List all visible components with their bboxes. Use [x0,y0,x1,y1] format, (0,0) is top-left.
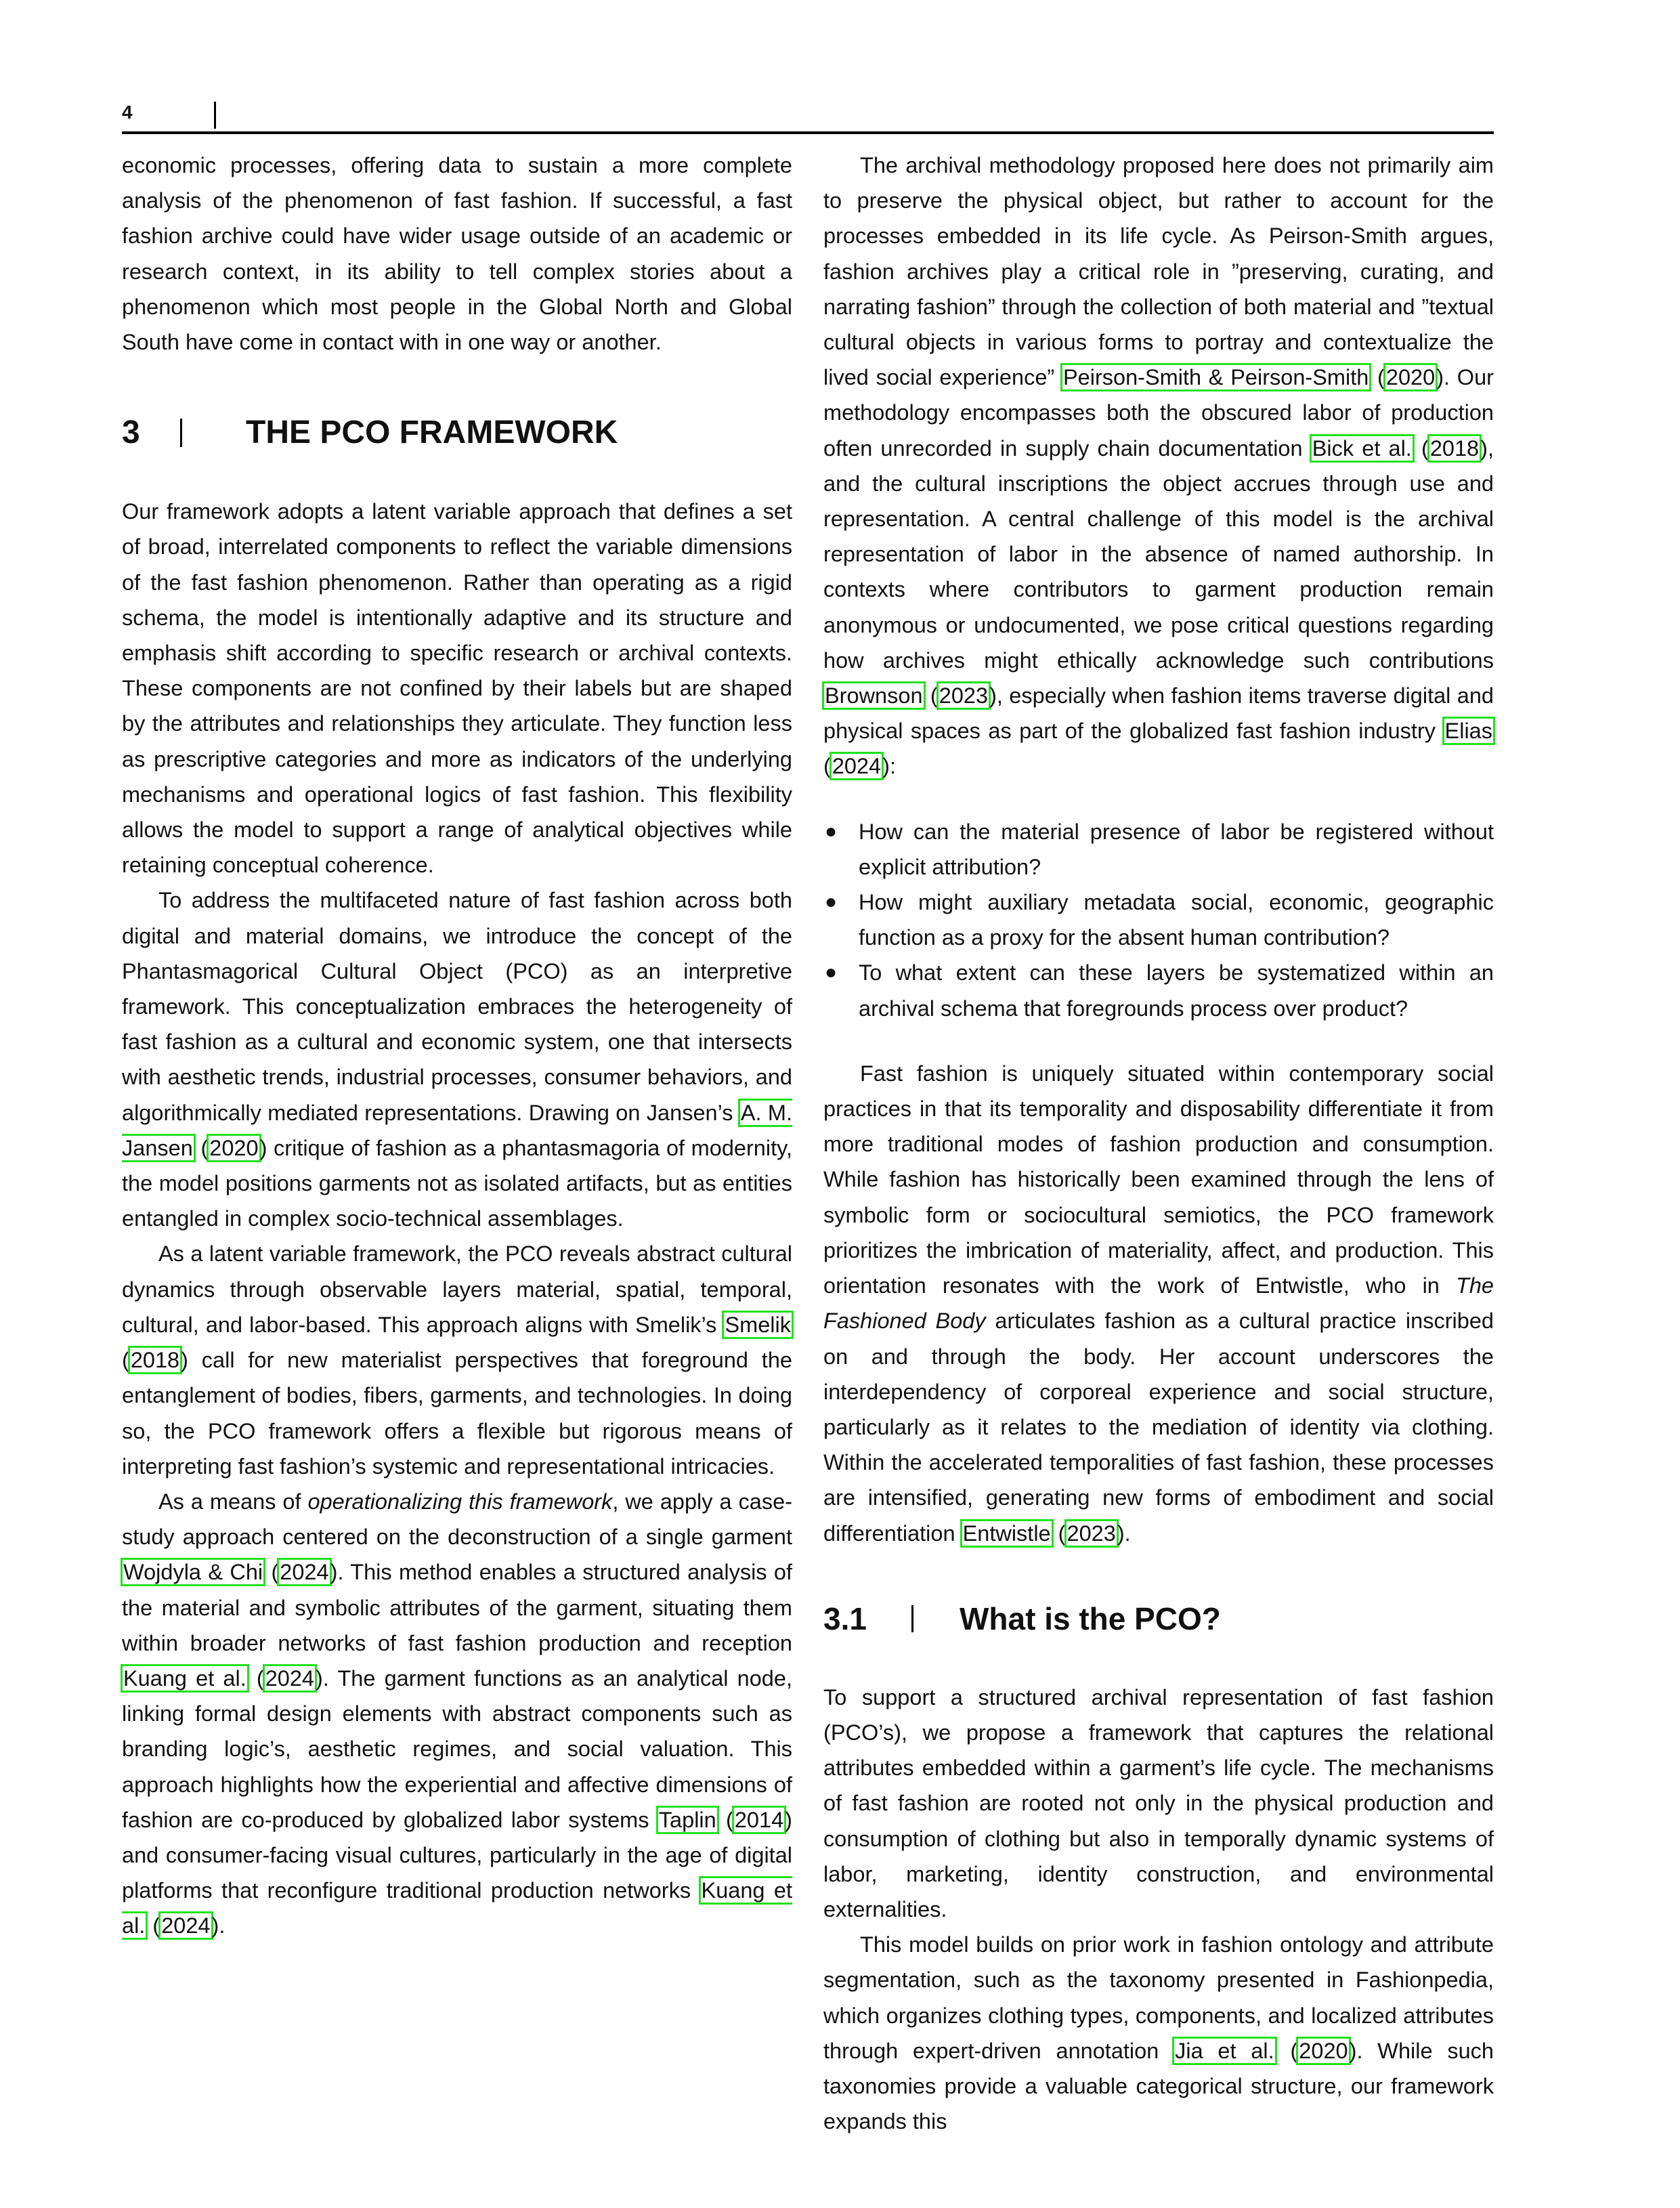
right-column [823,148,1494,2139]
citation-year-link[interactable]: 2024 [158,1911,213,1940]
page-header [122,102,1494,134]
citation-link[interactable]: Jia et al. [1172,2037,1277,2065]
list-item: ● To what extent can these layers be systematized within an archival schema that foregrounds process over product? [823,955,1494,1025]
list-item: ● How might auxiliary metadata social, economic, geographic function as a proxy for the absent human contribution? [823,885,1494,955]
citation-link[interactable]: Taplin [656,1806,719,1834]
citation-year-link[interactable]: 2020 [1296,2037,1350,2065]
citation-link[interactable]: Kuang et al. [122,1876,792,1940]
subsection-title: What is the PCO? [960,1600,1221,1636]
citation-link[interactable]: Kuang et al. [121,1664,249,1693]
pco-concept-paragraph: To address the multifaceted nature of fast fashion across both digital and material domains, we introduce the concept of the Phantasmagorical Cultural Object (PCO) as an interpretive framework. This conceptualization embraces the heterogeneity of fast fashion as a cultural and economic system, one that intersects with aesthetic trends, industrial processes, consumer behaviors, and algorithmically mediated representations. Drawing on Jansen’s A. M. Jansen (2020) critique of fashion as a phantasmagoria of modernity, the model positions garments not as isolated artifacts, but as entities entangled in complex socio-technical assemblages. [122,888,793,1231]
citation-year-link[interactable]: 2018 [1427,434,1482,463]
citation-year-link[interactable]: 2020 [207,1134,261,1162]
subsection-number: 3.1 [823,1600,867,1636]
citation-link[interactable]: Smelik [722,1311,794,1339]
citation-year-link[interactable]: 2023 [936,681,991,710]
citation-link[interactable]: Bick et al. [1310,434,1415,463]
section-heading [122,412,792,453]
bullet-icon: ● [825,961,838,984]
citation-year-link[interactable]: 2023 [1064,1519,1119,1548]
citation-link[interactable]: Wojdyla & Chi [121,1558,265,1586]
citation-year-link[interactable]: 2024 [830,752,884,780]
heading-separator [180,419,182,447]
fast-fashion-paragraph: Fast fashion is uniquely situated within contemporary social practices in that its temporality and disposability differentiate it from more traditional modes of fashion production and consumption. While fashion has historically been examined through the lens of symbolic form or sociocultural semiotics, the PCO framework prioritizes the imbrication of materiality, affect, and production. This orientation resonates with the work of Entwistle, who in The Fashioned Body articulates fashion as a cultural practice inscribed on and through the body. Her account underscores the interdependency of corporeal experience and social structure, particularly as it relates to the mediation of identity via clothing. Within the accelerated temporalities of fast fashion, these processes are intensified, generating new forms of embodiment and social differentiation Entwistle (2023). [823,1056,1494,1551]
header-separator [214,102,216,129]
ontology-paragraph: This model builds on prior work in fashion ontology and attribute segmentation, such as the taxonomy presented in Fashionpedia, which organizes clothing types, components, and localized attributes through expert-driven annotation Jia et al. (2020). While such taxonomies provide a valuable categorical structure, our framework expands this [823,1932,1494,2134]
citation-link[interactable]: Peirson-Smith & Peirson-Smith [1060,363,1371,391]
bullet-icon: ● [825,820,838,843]
heading-separator [911,1605,913,1632]
pco-definition-paragraph: To support a structured archival representation of fast fashion (PCO’s), we propose a framework that captures the relational attributes embedded within a garment’s life cycle. The mechanisms of fast fashion are rooted not only in the physical production and consumption of clothing but also in temporally dynamic systems of labor, marketing, identity construction, and environmental externalities. [823,1684,1494,1922]
research-questions-list [823,814,1494,1026]
latent-variable-paragraph: As a latent variable framework, the PCO reveals abstract cultural dynamics through observable layers material, spatial, temporal, cultural, and labor-based. This approach aligns with Smelik’s Smelik (2018) call for new materialist perspectives that foreground the entanglement of bodies, fibers, garments, and technologies. In doing so, the PCO framework offers a flexible but rigorous means of interpreting fast fashion’s systemic and representational intricacies. [122,1241,792,1479]
citation-link[interactable]: Entwistle [960,1519,1054,1548]
citation-year-link[interactable]: 2020 [1383,363,1438,391]
citation-link[interactable]: Elias [1442,717,1495,745]
archival-methodology-paragraph: The archival methodology proposed here does not primarily aim to preserve the physical object, but rather to account for the processes embedded in its life cycle. As Peirson-Smith argues, fashion archives play a critical role in ”preserving, curating, and narrating fashion” through the collection of both material and ”textual cultural objects in various forms to portray and contextualize the lived social experience” Peirson-Smith & Peirson-Smith (2020). Our methodology encompasses both the obscured labor of production often unrecorded in supply chain documentation Bick et al. (2018), and the cultural inscriptions the object accrues through use and representation. A central challenge of this model is the archival representation of labor in the absence of named authorship. In contexts where contributors to garment production remain anonymous or undocumented, we pose critical questions regarding how archives might ethically acknowledge such contributions Brownson (2023), especially when fashion items traverse digital and physical spaces as part of the globalized fast fashion industry Elias (2024): [823,148,1494,784]
citation-year-link[interactable]: 2024 [277,1558,331,1586]
intro-paragraph: economic processes, offering data to sustain a more complete analysis of the phenomenon of fast fashion. If successful, a fast fashion archive could have wider usage outside of an academic or research context, in its ability to tell complex stories about a phenomenon which most people in the Global North and Global South have come in contact with in one way or another. [122,153,792,355]
section-title: THE PCO FRAMEWORK [246,415,618,451]
citation-link[interactable]: Brownson [822,681,926,710]
list-item: ● How can the material presence of labor be registered without explicit attribution? [823,814,1494,885]
subsection-heading [823,1598,1494,1639]
citation-year-link[interactable]: 2018 [128,1346,182,1374]
citation-link[interactable]: A. M. Jansen [122,1099,792,1162]
bullet-icon: ● [825,891,838,914]
left-column [122,148,792,1944]
section-number: 3 [122,415,140,451]
citation-year-link[interactable]: 2014 [732,1806,786,1834]
citation-year-link[interactable]: 2024 [263,1664,317,1693]
page-number: 4 [122,102,133,123]
framework-paragraph: Our framework adopts a latent variable approach that defines a set of broad, interrelated components to reflect the variable dimensions of the fast fashion phenomenon. Rather than operating as a rigid schema, the model is intentionally adaptive and its structure and emphasis shift according to specific research or archival contexts. These components are not confined by their labels but are shaped by the attributes and relationships they articulate. They function less as prescriptive categories and more as indicators of the underlying mechanisms and operational logics of fast fashion. This flexibility allows the model to support a range of analytical objectives while retaining conceptual coherence. [122,499,792,878]
case-study-paragraph: As a means of operationalizing this framework, we apply a case-study approach centered on the deconstruction of a single garment Wojdyla & Chi (2024). This method enables a structured analysis of the material and symbolic attributes of the garment, situating them within broader networks of fast fashion production and reception Kuang et al. (2024). The garment functions as an analytical node, linking formal design elements with abstract components such as branding logic’s, aesthetic regimes, and social valuation. This approach highlights how the experiential and affective dimensions of fashion are co-produced by globalized labor systems Taplin (2014) and consumer-facing visual cultures, particularly in the age of digital platforms that reconfigure traditional production networks Kuang et al. (2024). [122,1484,792,1944]
